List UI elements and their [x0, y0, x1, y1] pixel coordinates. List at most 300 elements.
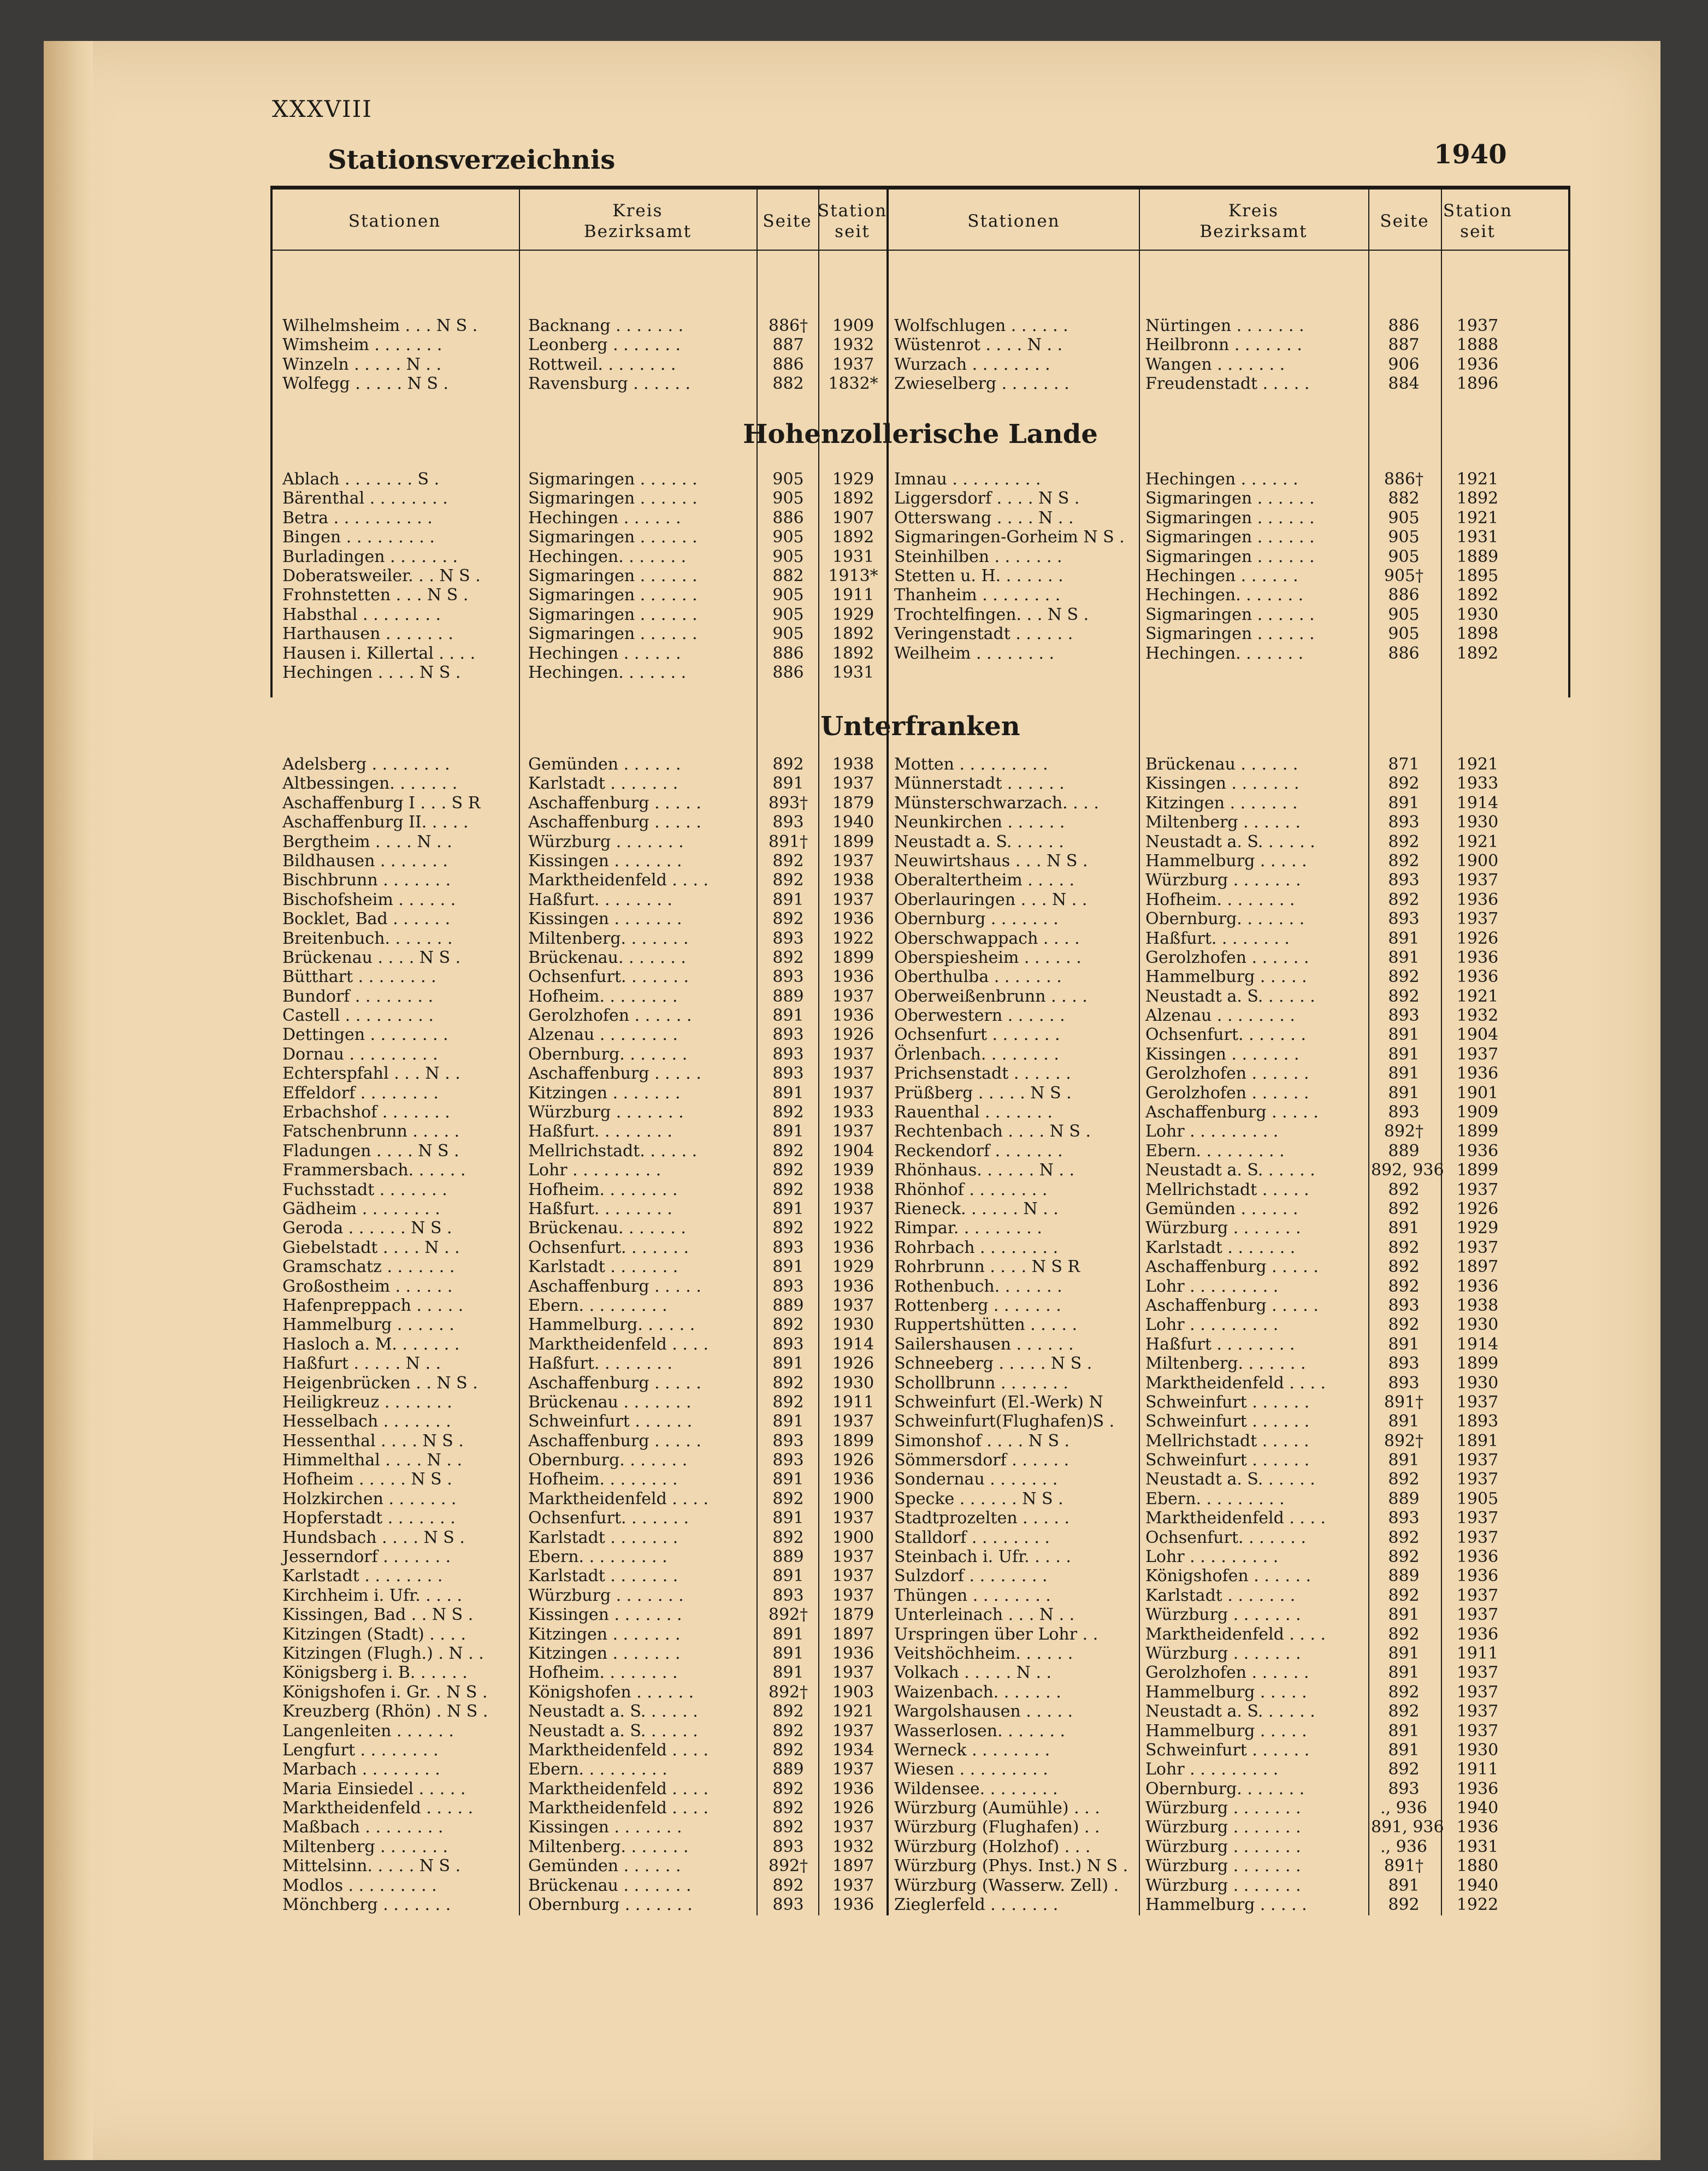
station-seit-value: 1937 [832, 1586, 874, 1605]
kreis-name: Miltenberg. . . . . . . [528, 928, 689, 948]
kreis-name: Kitzingen . . . . . . . [528, 1643, 681, 1663]
station-seit-value: 1921 [1456, 986, 1499, 1006]
station-name: Bildhausen . . . . . . . [282, 851, 448, 871]
station-name: Trochtelfingen. . . N S . [894, 605, 1089, 624]
station-seit-value: 1929 [832, 470, 874, 489]
kreis-name: Ebern. . . . . . . . . [1145, 1141, 1285, 1161]
station-name: Holzkirchen . . . . . . . [282, 1489, 457, 1509]
station-seit-value: 1937 [832, 1064, 874, 1084]
kreis-name: Würzburg . . . . . . . [528, 832, 684, 851]
station-seit-value: 1914 [1456, 1334, 1499, 1354]
kreis-name: Hechingen. . . . . . . [528, 662, 687, 682]
station-seit-value: 1936 [1456, 354, 1499, 374]
kreis-name: Hofheim. . . . . . . . [528, 1470, 678, 1489]
kreis-name: Sigmaringen . . . . . . [1145, 547, 1315, 566]
station-seit-value: 1922 [832, 928, 874, 948]
header-seite-2: Seite [1380, 211, 1429, 231]
station-name: Oberthulba . . . . . . . [894, 967, 1062, 987]
station-seit-value: 1879 [832, 793, 874, 813]
kreis-name: Karlstadt . . . . . . . [1145, 1586, 1296, 1605]
station-name: Prüßberg . . . . . N S . [894, 1083, 1072, 1103]
table-row [270, 1122, 1570, 1141]
kreis-name: Obernburg . . . . . . . [528, 1895, 693, 1915]
seite-value: ., 936 [1380, 1837, 1427, 1856]
kreis-name: Hofheim. . . . . . . . [528, 1663, 678, 1683]
station-name: Gädheim . . . . . . . . [282, 1199, 440, 1218]
kreis-name: Sigmaringen . . . . . . [528, 528, 698, 547]
seite-value: 889 [772, 1547, 804, 1567]
seite-value: 892 [1388, 1547, 1420, 1567]
station-seit-value: 1926 [832, 1799, 874, 1818]
station-seit-value: 1940 [1456, 1799, 1499, 1818]
seite-value: 905† [1384, 566, 1424, 585]
table-row [270, 1856, 1570, 1876]
seite-value: 905 [1388, 624, 1420, 644]
station-seit-value: 1937 [832, 1295, 874, 1315]
station-name: Oberaltertheim . . . . . [894, 871, 1075, 890]
kreis-name: Würzburg . . . . . . . [1145, 1876, 1301, 1895]
seite-value: 893 [1388, 1509, 1420, 1528]
station-name: Oberschwappach . . . . [894, 928, 1080, 948]
seite-value: 891† [1384, 1856, 1424, 1876]
station-name: Harthausen . . . . . . . [282, 624, 453, 644]
station-name: Hammelburg . . . . . . [282, 1315, 454, 1335]
kreis-name: Königshofen . . . . . . [528, 1682, 694, 1702]
table-row [270, 1064, 1570, 1083]
station-seit-value: 1921 [832, 1702, 874, 1722]
station-seit-value: 1893 [1456, 1412, 1499, 1431]
seite-value: 892† [768, 1682, 808, 1702]
seite-value: 892 [772, 851, 804, 871]
seite-value: 891, 936 [1371, 1818, 1444, 1837]
station-seit-value: 1930 [1456, 813, 1499, 832]
station-name: Schneeberg . . . . . N S . [894, 1354, 1092, 1374]
station-name: Thanheim . . . . . . . . [894, 585, 1061, 605]
station-seit-value: 1926 [832, 1354, 874, 1374]
header-stationen-2: Stationen [967, 211, 1060, 231]
station-name: Stalldorf . . . . . . . . [894, 1528, 1050, 1547]
station-seit-value: 1899 [832, 832, 874, 851]
kreis-name: Würzburg . . . . . . . [1145, 1218, 1301, 1238]
seite-value: 905 [772, 528, 804, 547]
kreis-name: Aschaffenburg . . . . . [528, 1064, 701, 1084]
seite-value: 891 [772, 1624, 804, 1644]
station-seit-value: 1936 [1456, 1141, 1499, 1161]
kreis-name: Würzburg . . . . . . . [1145, 871, 1301, 890]
station-seit-value: 1939 [832, 1161, 874, 1180]
station-seit-value: 1914 [1456, 793, 1499, 813]
seite-value: 893 [772, 813, 804, 832]
station-name: Simonshof . . . . N S . [894, 1431, 1070, 1451]
table-row [270, 1644, 1570, 1663]
seite-value: 891 [1388, 1605, 1420, 1625]
station-name: Schollbrunn . . . . . . . [894, 1373, 1068, 1393]
seite-value: 893 [772, 928, 804, 948]
station-seit-value: 1888 [1456, 335, 1499, 355]
seite-value: 892 [1388, 1702, 1420, 1722]
table-row [270, 316, 1570, 335]
kreis-name: Kissingen . . . . . . . [1145, 1044, 1299, 1064]
station-seit-value: 1936 [1456, 1818, 1499, 1837]
station-name: Rohrbach . . . . . . . . [894, 1238, 1059, 1257]
seite-value: 893 [772, 1431, 804, 1451]
station-name: Mittelsinn. . . . . N S . [282, 1856, 461, 1876]
station-name: Neustadt a. S. . . . . . [894, 832, 1064, 851]
seite-value: 905 [772, 605, 804, 624]
seite-value: 892 [772, 1818, 804, 1837]
seite-value: 893 [772, 1334, 804, 1354]
station-seit-value: 1932 [1456, 1006, 1499, 1026]
kreis-name: Sigmaringen . . . . . . [1145, 528, 1315, 547]
seite-value: 892 [1388, 1624, 1420, 1644]
seite-value: 886† [768, 316, 808, 335]
kreis-name: Karlstadt . . . . . . . [528, 1257, 678, 1277]
seite-value: 892† [1384, 1122, 1424, 1141]
station-name: Dornau . . . . . . . . . [282, 1044, 438, 1064]
seite-value: 892, 936 [1371, 1161, 1444, 1180]
table-row [270, 1412, 1570, 1431]
seite-value: 891 [772, 1257, 804, 1277]
station-seit-value: 1937 [832, 890, 874, 909]
seite-value: 893 [772, 1238, 804, 1257]
station-seit-value: 1909 [832, 316, 874, 335]
header-kreis: Kreis Bezirksamt [583, 201, 692, 241]
kreis-name: Ochsenfurt. . . . . . . [1145, 1025, 1306, 1045]
kreis-name: Schweinfurt . . . . . . [1145, 1740, 1310, 1760]
kreis-name: Lohr . . . . . . . . . [1145, 1760, 1279, 1779]
station-name: Sailershausen . . . . . . [894, 1334, 1074, 1354]
seite-value: 893 [772, 1044, 804, 1064]
kreis-name: Sigmaringen . . . . . . [1145, 489, 1315, 508]
seite-value: 892 [1388, 832, 1420, 851]
table-row [270, 1566, 1570, 1586]
station-name: Liggersdorf . . . . N S . [894, 489, 1080, 508]
station-seit-value: 1931 [832, 547, 874, 566]
station-seit-value: 1937 [832, 1547, 874, 1567]
kreis-name: Sigmaringen . . . . . . [1145, 508, 1315, 528]
station-seit-value: 1938 [832, 755, 874, 774]
station-seit-value: 1936 [832, 967, 874, 987]
kreis-name: Gemünden . . . . . . [528, 755, 681, 774]
kreis-name: Kissingen . . . . . . . [528, 1605, 682, 1625]
station-seit-value: 1897 [832, 1624, 874, 1644]
station-name: Bingen . . . . . . . . . [282, 528, 435, 547]
station-name: Maßbach . . . . . . . . [282, 1818, 444, 1837]
seite-value: 892 [772, 948, 804, 967]
section-hohenzollern-rows [270, 470, 1570, 682]
table-row [270, 470, 1570, 489]
station-seit-value: 1880 [1456, 1856, 1499, 1876]
station-name: Münsterschwarzach. . . . [894, 793, 1099, 813]
station-seit-value: 1911 [1456, 1643, 1499, 1663]
kreis-name: Brückenau. . . . . . . [528, 1218, 686, 1238]
station-name: Veitshöchheim. . . . . . [894, 1643, 1073, 1663]
table-row [270, 1238, 1570, 1257]
station-name: Stetten u. H. . . . . . . [894, 566, 1063, 585]
station-name: Örlenbach. . . . . . . . [894, 1044, 1059, 1064]
kreis-name: Schweinfurt . . . . . . [528, 1412, 693, 1431]
station-name: Ablach . . . . . . . S . [282, 470, 440, 489]
station-seit-value: 1901 [1456, 1083, 1499, 1103]
kreis-name: Karlstadt . . . . . . . [528, 1528, 678, 1547]
kreis-name: Hechingen . . . . . . [528, 508, 681, 528]
seite-value: 889 [772, 1760, 804, 1779]
station-seit-value: 1937 [1456, 1586, 1499, 1605]
station-name: Hasloch a. M. . . . . . . [282, 1334, 460, 1354]
station-seit-value: 1900 [1456, 851, 1499, 871]
station-name: Giebelstadt . . . . N . . [282, 1238, 460, 1257]
station-name: Wiesen . . . . . . . . . [894, 1760, 1048, 1779]
seite-value: 886 [772, 643, 804, 663]
seite-value: 893 [772, 1837, 804, 1856]
seite-value: 891 [772, 1083, 804, 1103]
seite-value: 893 [1388, 871, 1420, 890]
station-name: Dettingen . . . . . . . . [282, 1025, 448, 1045]
seite-value: 891 [1388, 928, 1420, 948]
seite-value: 893 [1388, 1295, 1420, 1315]
seite-value: 891 [1388, 1064, 1420, 1084]
kreis-name: Leonberg . . . . . . . [528, 335, 681, 355]
station-seit-value: 1937 [832, 1663, 874, 1683]
kreis-name: Lohr . . . . . . . . . [1145, 1122, 1279, 1141]
table-row [270, 948, 1570, 967]
table-row [270, 1760, 1570, 1779]
seite-value: 886 [1388, 316, 1420, 335]
kreis-name: Ochsenfurt. . . . . . . [528, 1509, 689, 1528]
station-seit-value: 1892 [832, 624, 874, 644]
seite-value: 891 [772, 1470, 804, 1489]
station-seit-value: 1936 [832, 1643, 874, 1663]
station-name: Wüstenrot . . . . N . . [894, 335, 1063, 355]
station-name: Oberwestern . . . . . . [894, 1006, 1065, 1026]
kreis-name: Hammelburg . . . . . [1145, 1721, 1307, 1741]
kreis-name: Brückenau . . . . . . . [528, 1876, 692, 1895]
table-row [270, 1547, 1570, 1566]
station-seit-value: 1937 [832, 1818, 874, 1837]
table-row [270, 1605, 1570, 1624]
seite-value: 892 [772, 909, 804, 929]
table-row [270, 1818, 1570, 1837]
kreis-name: Würzburg . . . . . . . [1145, 1605, 1301, 1625]
table-row [270, 624, 1570, 643]
station-seit-value: 1921 [1456, 832, 1499, 851]
seite-value: 886 [1388, 643, 1420, 663]
station-name: Ruppertshütten . . . . . [894, 1315, 1078, 1335]
station-seit-value: 1929 [1456, 1218, 1499, 1238]
table-row [270, 1045, 1570, 1064]
station-name: Stadtprozelten . . . . . [894, 1509, 1070, 1528]
station-seit-value: 1897 [1456, 1257, 1499, 1277]
kreis-name: Sigmaringen . . . . . . [528, 585, 698, 605]
kreis-name: Aschaffenburg . . . . . [528, 1431, 701, 1451]
station-name: Hopferstadt . . . . . . . [282, 1509, 456, 1528]
station-seit-value: 1914 [832, 1334, 874, 1354]
table-row [270, 1683, 1570, 1702]
kreis-name: Nürtingen . . . . . . . [1145, 316, 1304, 335]
station-seit-value: 1930 [1456, 1740, 1499, 1760]
seite-value: 889 [772, 1295, 804, 1315]
station-name: Neunkirchen . . . . . . [894, 813, 1065, 832]
table-row [270, 644, 1570, 663]
kreis-name: Haßfurt . . . . . . . . [1145, 1334, 1295, 1354]
station-name: Wilhelmsheim . . . N S . [282, 316, 478, 335]
station-name: Sondernau . . . . . . . [894, 1470, 1058, 1489]
kreis-name: Brückenau. . . . . . . [528, 948, 686, 967]
station-name: Erbachshof . . . . . . . [282, 1103, 450, 1122]
station-seit-value: 1940 [1456, 1876, 1499, 1895]
station-name: Neuwirtshaus . . . N S . [894, 851, 1088, 871]
kreis-name: Gerolzhofen . . . . . . [1145, 1083, 1309, 1103]
station-name: Obernburg . . . . . . . [894, 909, 1059, 929]
kreis-name: Hammelburg . . . . . [1145, 1682, 1307, 1702]
station-seit-value: 1929 [832, 605, 874, 624]
seite-value: 892 [1388, 851, 1420, 871]
station-seit-value: 1936 [1456, 1779, 1499, 1799]
header-seite: Seite [763, 211, 812, 231]
station-name: Oberweißenbrunn . . . . [894, 986, 1088, 1006]
station-seit-value: 1937 [1456, 1451, 1499, 1470]
seite-value: 893 [772, 1895, 804, 1915]
station-name: Würzburg (Wasserw. Zell) . [894, 1876, 1119, 1895]
station-name: Wolfegg . . . . . N S . [282, 374, 449, 394]
station-name: Wargolshausen . . . . . [894, 1702, 1073, 1722]
table-row [270, 1025, 1570, 1044]
table-row [270, 1354, 1570, 1373]
kreis-name: Schweinfurt . . . . . . [1145, 1412, 1310, 1431]
kreis-name: Marktheidenfeld . . . . [528, 1334, 709, 1354]
station-seit-value: 1929 [832, 1257, 874, 1277]
seite-value: 893 [1388, 1373, 1420, 1393]
kreis-name: Sigmaringen . . . . . . [528, 566, 698, 585]
seite-value: 905 [772, 489, 804, 508]
kreis-name: Haßfurt. . . . . . . . [528, 890, 672, 909]
kreis-name: Hammelburg. . . . . . [528, 1315, 695, 1335]
table-row [270, 1663, 1570, 1682]
kreis-name: Heilbronn . . . . . . . [1145, 335, 1302, 355]
table-row [270, 1374, 1570, 1393]
table-row [270, 585, 1570, 605]
table-row [270, 355, 1570, 374]
station-name: Bütthart . . . . . . . . [282, 967, 436, 987]
seite-value: 893 [772, 967, 804, 987]
table-row [270, 929, 1570, 948]
station-name: Frammersbach. . . . . . [282, 1161, 466, 1180]
station-name: Schweinfurt (El.-Werk) N [894, 1392, 1103, 1412]
seite-value: 892 [1388, 1586, 1420, 1605]
kreis-name: Kissingen . . . . . . . [1145, 774, 1299, 794]
table-row [270, 871, 1570, 890]
seite-value: ., 936 [1380, 1799, 1427, 1818]
kreis-name: Gerolzhofen . . . . . . [1145, 1064, 1309, 1084]
kreis-name: Marktheidenfeld . . . . [528, 1740, 709, 1760]
kreis-name: Ebern. . . . . . . . . [528, 1760, 667, 1779]
station-seit-value: 1937 [832, 986, 874, 1006]
station-name: Fladungen . . . . N S . [282, 1141, 459, 1161]
seite-value: 891 [772, 1509, 804, 1528]
station-seit-value: 1933 [1456, 774, 1499, 794]
kreis-name: Neustadt a. S. . . . . . [1145, 832, 1315, 851]
kreis-name: Obernburg. . . . . . . [1145, 909, 1305, 929]
station-seit-value: 1937 [1456, 1682, 1499, 1702]
station-name: Schweinfurt(Flughafen)S . [894, 1412, 1115, 1431]
kreis-name: Aschaffenburg . . . . . [528, 1276, 701, 1296]
table-row [270, 1315, 1570, 1334]
station-name: Doberatsweiler. . . N S . [282, 566, 481, 585]
station-name: Heiligkreuz . . . . . . . [282, 1392, 452, 1412]
station-seit-value: 1937 [832, 774, 874, 794]
station-name: Fuchsstadt . . . . . . . [282, 1180, 447, 1199]
station-name: Mönchberg . . . . . . . [282, 1895, 451, 1915]
seite-value: 889 [1388, 1489, 1420, 1509]
seite-value: 891 [1388, 1721, 1420, 1741]
station-name: Sömmersdorf . . . . . . [894, 1451, 1069, 1470]
station-name: Kitzingen (Stadt) . . . . [282, 1624, 466, 1644]
station-name: Marktheidenfeld . . . . . [282, 1799, 474, 1818]
book-page [44, 41, 1660, 2160]
station-seit-value: 1900 [832, 1489, 874, 1509]
kreis-name: Alzenau . . . . . . . . [528, 1025, 678, 1045]
table-row [270, 851, 1570, 871]
station-name: Prichsenstadt . . . . . . [894, 1064, 1071, 1084]
kreis-name: Sigmaringen . . . . . . [1145, 605, 1315, 624]
station-name: Aschaffenburg I . . . S R [282, 793, 481, 813]
station-seit-value: 1934 [832, 1740, 874, 1760]
kreis-name: Marktheidenfeld . . . . [528, 1489, 709, 1509]
kreis-name: Miltenberg. . . . . . . [528, 1837, 689, 1856]
seite-value: 893 [1388, 1354, 1420, 1374]
seite-value: 905 [772, 547, 804, 566]
station-seit-value: 1937 [1456, 1509, 1499, 1528]
kreis-name: Hammelburg . . . . . [1145, 851, 1307, 871]
station-name: Rieneck. . . . . . N . . [894, 1199, 1059, 1218]
seite-value: 892 [772, 1740, 804, 1760]
kreis-name: Haßfurt. . . . . . . . [1145, 928, 1290, 948]
station-seit-value: 1936 [832, 1779, 874, 1799]
station-seit-value: 1936 [832, 1276, 874, 1296]
kreis-name: Neustadt a. S. . . . . . [1145, 1702, 1315, 1722]
station-name: Rechtenbach . . . . N S . [894, 1122, 1091, 1141]
kreis-name: Hechingen . . . . . . [528, 643, 681, 663]
kreis-name: Neustadt a. S. . . . . . [1145, 1470, 1315, 1489]
station-name: Hechingen . . . . N S . [282, 662, 461, 682]
station-name: Königshofen i. Gr. . N S . [282, 1682, 488, 1702]
station-name: Bischbrunn . . . . . . . [282, 871, 451, 890]
table-row [270, 1296, 1570, 1315]
station-seit-value: 1930 [1456, 1315, 1499, 1335]
station-seit-value: 1899 [1456, 1161, 1499, 1180]
station-seit-value: 1921 [1456, 508, 1499, 528]
station-name: Hessenthal . . . . N S . [282, 1431, 464, 1451]
seite-value: 887 [772, 335, 804, 355]
seite-value: 893 [772, 1586, 804, 1605]
table-row [270, 813, 1570, 832]
station-name: Rothenbuch. . . . . . . [894, 1276, 1062, 1296]
seite-value: 891 [772, 1663, 804, 1683]
station-seit-value: 1932 [832, 335, 874, 355]
kreis-name: Marktheidenfeld . . . . [528, 1779, 709, 1799]
station-seit-value: 1921 [1456, 470, 1499, 489]
table-row [270, 1702, 1570, 1721]
station-name: Waizenbach. . . . . . . [894, 1682, 1061, 1702]
kreis-name: Würzburg . . . . . . . [1145, 1837, 1301, 1856]
table-row [270, 1141, 1570, 1161]
kreis-name: Ochsenfurt. . . . . . . [1145, 1528, 1306, 1547]
station-name: Rauenthal . . . . . . . [894, 1103, 1053, 1122]
kreis-name: Ebern. . . . . . . . . [528, 1547, 667, 1567]
kreis-name: Backnang . . . . . . . [528, 316, 684, 335]
table-row [270, 1876, 1570, 1895]
kreis-name: Kitzingen . . . . . . . [528, 1083, 681, 1103]
